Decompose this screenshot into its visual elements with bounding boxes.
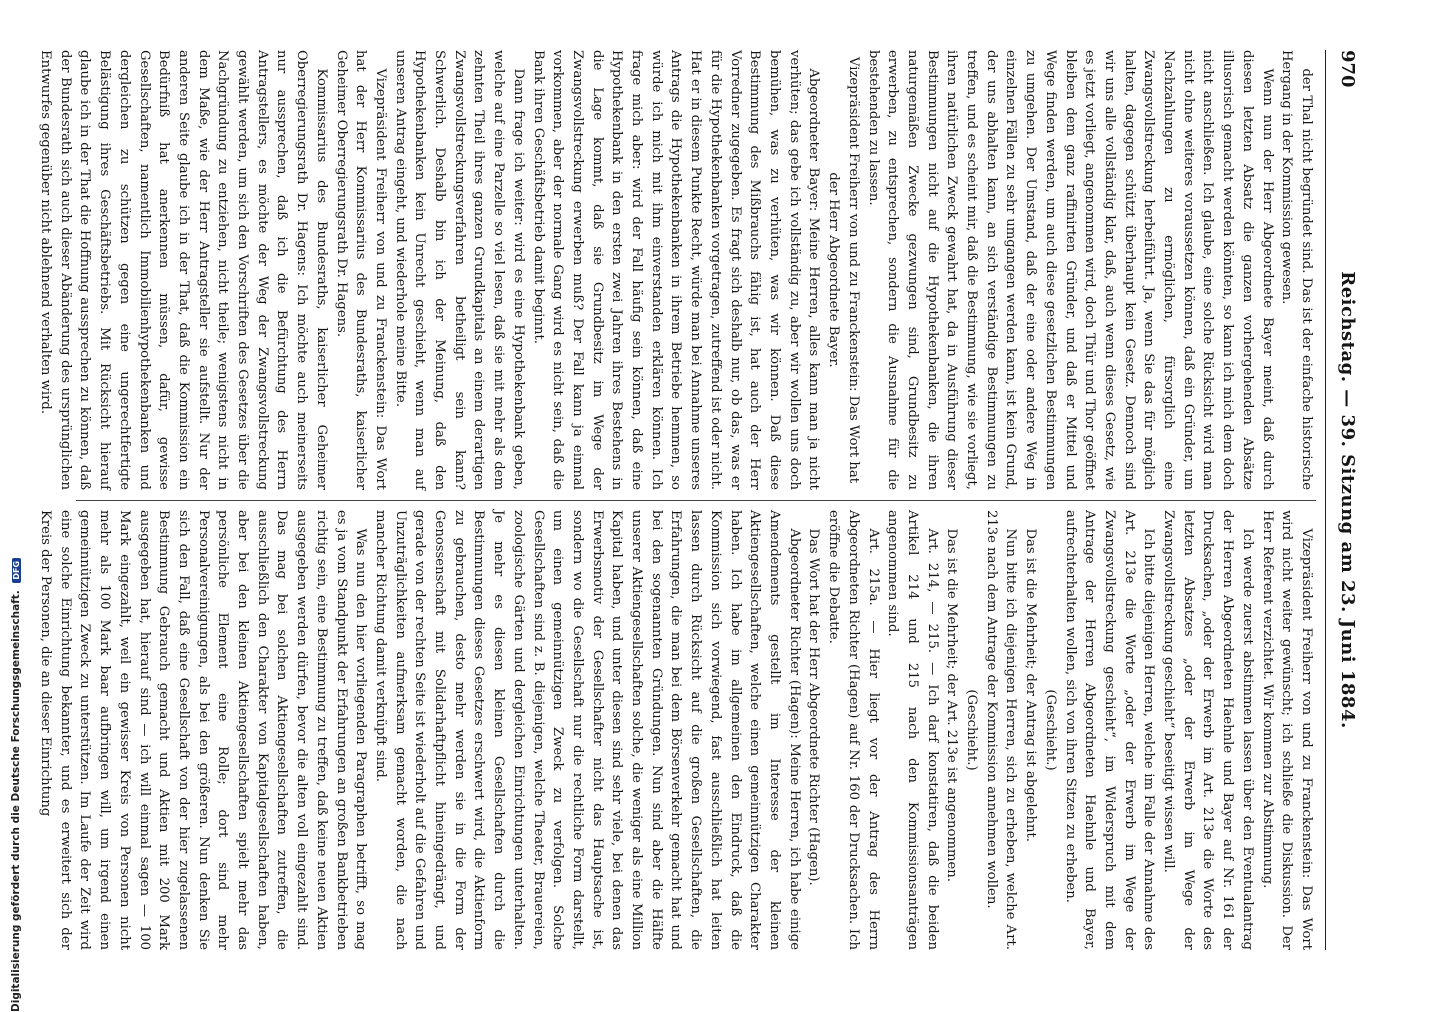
paragraph: Ich werde zuerst abstimmen lassen über den Eventualantrag der Herren Abgeordneten Haehnle und Bayer auf Nr. 161 der Drucksachen, „oder der Erwerb im Art. 213e die Worte des letzten Absatzes „oder der Erwerb im Wege der Zwangsvollstreckung geschieht“ beseitigt wissen will. (1161, 510, 1255, 950)
paragraph: Ich bitte diejenigen Herren, welche im Falle der Annahme des Art. 213e die Worte „oder der Erwerb im Wege der Zwangsvollstreckung geschieht“, im Widerspruch mit dem Antrage der Herren Abgeordneten Haehnle und Bayer, aufrechterhalten wollen, sich von ihren Sitzen zu erheben. (1062, 510, 1157, 950)
column-divider (76, 500, 1316, 501)
speaker-paragraph: Abgeordneter Richter (Hagen): Meine Herren, ich habe einige Amendements gestellt im Interesse der kleinen Aktiengesellschaften, welche einen gemeinnützigen Charakter haben. Ich habe im allgemeinen den Eindruck, daß die Kommission sich vorwiegend, fast ausschließlich hat leiten lassen durch Rücksicht auf die großen Gesellschaften, die Erfahrungen, die man bei dem Börsenverkehr gemacht hat und bei den sogenannten Gründungen. Nun sind aber die Hälfte unserer Aktiengesellschaften solche, die weniger als eine Million Kapital haben, und unter diesen sind sehr viele, bei denen das Erwerbsmotiv der Gesellschafter nicht das Hauptsache ist, sondern wo die Gesellschaft nur die rechtliche Form darstellt, um einen gemeinnützigen Zweck zu verfolgen. Solche Gesellschaften sind z. B. diejenigen, welche Theater, Brauereien, zoologische Gärten und dergleichen Einrichtungen unterhalten. Je mehr es diesen kleinen Gesellschaften durch die Bestimmungen dieses Gesetzes erschwert wird, die Aktienform zu gebrauchen, desto mehr werden sie in die Form der Genossenschaft mit Solidarhaftpflicht hineingedrängt, und gerade von der rechten Seite ist wiederholt auf die Gefahren und Unzuträglichkeiten aufmerksam gemacht worden, die nach mancher Richtung damit verknüpft sind. (372, 510, 802, 950)
stage-direction: (Geschieht.) (1042, 689, 1058, 771)
paragraph: Nun bitte ich diejenigen Herren, sich zu erheben, welche Art. 213e nach dem Antrage der Kommission annehmen wollen. (983, 510, 1019, 950)
stage-direction: (Geschieht.) (964, 689, 980, 771)
paragraph: der Thal nicht begründet sind. Das ist der einfache historische Hergang in der Kommission gewesen. (1279, 50, 1314, 490)
paragraph: Abgeordneter Bayer: Meine Herren, alles kann man ja nicht verhüten; das gebe ich vollständig zu, aber wir wollen uns doch bemühen, was zu verhüten, was wir können. Daß diese Bestimmung des Mißbrauchs fähig ist, hat auch der Herr Vorredner zugegeben. Es fragt sich deshalb nur, ob das, was er für die Hypothekenbanken vorgetragen, zutreffend ist oder nicht. Hat er in diesem Punkte Recht, würde man bei Annahme unseres Antrags die Hypothekenbanken in ihrem Betriebe hemmen, so würde ich mich mit ihm einverstanden erklären können. Ich frage mich aber: wird der Fall häufig sein können, daß eine Hypothekenbank in den ersten zwei Jahren ihres Bestehens in die Lage kommt, daß sie Grundbesitz im Wege der Zwangsvollstreckung erwerben muß? Der Fall kann ja einmal vorkommen, aber der normale Gang wird es nicht sein, daß die Bank ihren Geschäftsbetrieb damit beginnt. (530, 50, 822, 490)
speaker-paragraph: Vizepräsident Freiherr von und zu Franckenstein: Das Wort wird nicht weiter gewünscht; ich schließe die Diskussion. Der Herr Referent verzichtet. Wir kommen zur Abstimmung. (1259, 510, 1314, 950)
paragraph: Dann frage ich weiter: wird es eine Hypothekenbank geben, welche auf eine Parzelle so viel lesen, daß sie mit mehr als dem zehnten Theil ihres ganzen Grundkapitals an einem derartigen Zwangsvollstreckungsverfahren betheiligt sein kann? Schwerlich. Deshalb bin ich der Meinung, daß den Hypothekenbanken kein Unrecht geschieht, wenn man auf unseren Antrag eingeht, und wiederhole meine Bitte. (392, 50, 526, 490)
paragraph: Art. 214, — 215. — Ich darf konstatiren, daß die beiden Artikel 214 und 215 nach den Kommissionsanträgen angenommen sind. (885, 510, 940, 950)
paragraph: Das ist die Mehrheit; der Antrag ist abgelehnt. (1023, 528, 1039, 842)
paragraph: Wenn nun der Herr Abgeordnete Bayer meint, daß durch diesen letzten Absatz die ganzen vorhergehenden Absätze illusorisch gemacht werden könnten, so kann ich mich dem doch nicht anschließen. Ich glaube, eine solche Rücksicht wird man nicht ohne weiteres voraussetzen können, daß ein Gründer, um Nachzahlungen zu ermöglichen, fürsorglich eine Zwangsvollstreckung herbeiführt. Ja, wenn Sie das für möglich halten, dagegen schützt überhaupt kein Gesetz. Dennoch sind wir uns alle vollständig klar, daß, auch wenn dieses Gesetz, wie es jetzt vorliegt, angenommen wird, doch Thür und Thor geöffnet bleiben dem ganz raffinirten Gründer, und daß er Mittel und Wege finden werden, um auch diese gesetzlichen Bestimmungen zu umgehen. Der Umstand, daß der eine oder andere Weg in einzelnen Fällen zu sehr umgangen werden kann, ist kein Grund, der uns abhalten kann, an sich verständige Bestimmungen zu treffen, und es scheint mir, daß die Bestimmung, wie sie vorliegt, ihren natürlichen Zweck gewahrt hat, da in Ausführung dieser Bestimmungen nicht auf die Hypothekenbanken, die ihren naturgemäßen Zwecke gezwungen sind, Grundbesitz zu erwerben, zu entsprechen, sondern die Ausnahme für die bestehenden zu lassen. (865, 50, 1275, 490)
speaker-paragraph: Vizepräsident Freiherr von und zu Franckenstein: Das Wort hat der Herr Abgeordnete Bayer. (826, 56, 861, 484)
footer-text-wrap (10, 558, 22, 1012)
paragraph: Was nun den hier vorliegenden Paragraphen betrifft, so mag es ja vom Standpunkt der Erfahrungen an großen Bankbetrieben richtig sein, eine Bestimmung zu treffen, daß keine neuen Aktien ausgegeben werden dürfen, bevor die alten voll eingezahlt sind. Das mag bei solchen Aktiengesellschaften zutreffen, die ausschließlich den Charakter von Kapitalgesellschaften haben, aber bei den kleinen Aktiengesellschaften spielt mehr das persönliche Element eine Rolle; dort sind mehr Personalvereinigungen, als bei den größeren. Nun denken Sie sich den Fall, daß eine Gesellschaft von der hier zugelassenen Bestimmung Gebrauch gemacht und Aktien mit 200 Mark ausgegeben hat, hierauf sind — ich will einmal sagen — 100 Mark eingezahlt, weil ein gewisser Kreis von Personen nicht mehr als 100 Mark baar aufbringen will, um irgend einen gemeinnützigen Zweck zu unterstützen. Im Laufe der Zeit wird eine solche Einrichtung bekannter, und es erweitert sich der Kreis der Personen, die an dieser Einrichtung (38, 510, 369, 950)
left-column (38, 50, 1316, 490)
paragraph: Kommissarius des Bundesraths, kaiserlicher Geheimer Oberregierungsrath Dr. Hagens: Ich möchte auch meinerseits nur aussprechen, daß ich die Befürchtung des Herrn Antragstellers, es möchte der Weg der Zwangsvollstreckung gewählt werden, um sich den Vorschriften des Gesetzes über die Nachgründung zu entziehen, nicht theile; wenigstens nicht in dem Maße, wie der Herr Antragsteller sie aufstellt. Nur der anderen Seite glaube ich in der That, daß die Kommission ein Bedürfniß hat anerkennen müssen, dafür, gewisse Gesellschaften, namentlich Immobilienhypothekenbanken und dergleichen zu schützen gegen eine ungerechtfertigte Belästigung ihres Geschäftsbetriebs. Mit Rücksicht hierauf glaube ich in der That die Hoffnung aussprechen zu können, daß der Bundesrath sich auch dieser Abänderung des ursprünglichen Entwurfes gegenüber nicht ablehnend verhalten wird. (38, 50, 329, 490)
page-header (1325, 50, 1366, 950)
paragraph: Art. 215a. — Hier liegt vor der Antrag des Herrn Abgeordneten Richter (Hagen) auf Nr. 160 der Drucksachen. Ich eröffne die Debatte. (826, 510, 881, 950)
right-column (38, 510, 1316, 950)
paragraph: Das ist die Mehrheit; der Art. 213e ist angenommen. (944, 528, 960, 882)
page-number: 970 (1337, 50, 1358, 88)
speaker-paragraph: Vizepräsident Freiherr von und zu Franckenstein: Das Wort hat der Herr Kommissarius des Bundesraths, kaiserlicher Geheimer Oberregierungsrath Dr. Hagens. (333, 50, 388, 490)
paragraph: Das Wort hat der Herr Abgeordnete Richter (Hagen). (806, 528, 822, 886)
digitization-footer (2, 20, 22, 1012)
running-head: Reichstag. — 39. Sitzung am 23. Juni 1884. (1337, 271, 1358, 729)
digitization-note: Digitalisierung gefördert durch die Deutsche Forschungsgemeinschaft. (10, 590, 22, 1012)
dfg-logo: DFG (12, 558, 21, 583)
rotated-page (26, 20, 1406, 980)
